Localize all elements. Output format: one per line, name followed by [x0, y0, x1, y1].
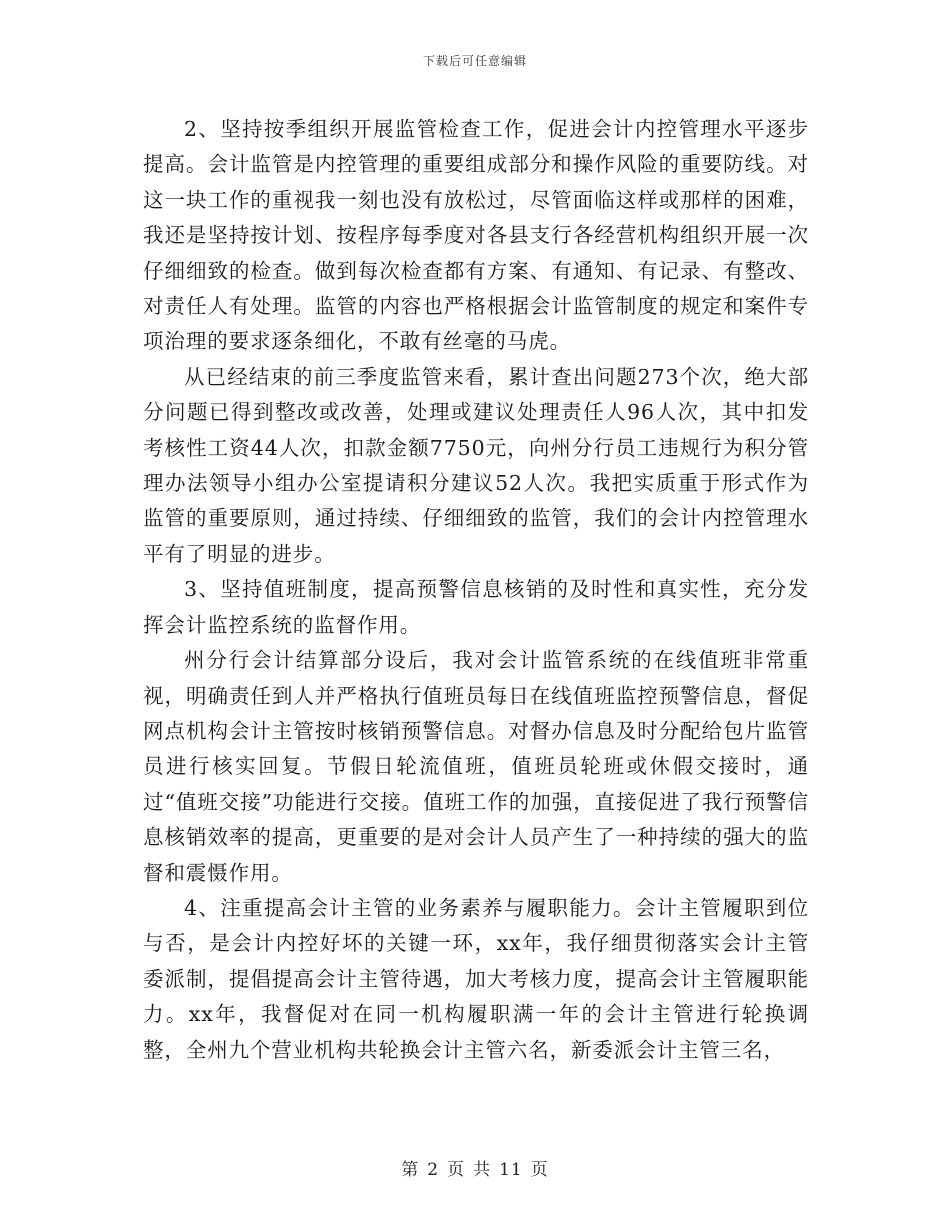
footer-page-mid: 页 — [447, 1160, 466, 1180]
paragraph: 3、坚持值班制度，提高预警信息核销的及时性和真实性，充分发挥会计监控系统的监督作用。 — [143, 577, 809, 637]
paragraph: 从已经结束的前三季度监管来看，累计查出问题273个次，绝大部分问题已得到整改或改善，处理或建议处理责任人96人次，其中扣发考核性工资44人次，扣款金额7750元，向州分行员工违规行为积分管理办法领导小组办公室提请积分建议52人次。我把实质重于形式作为监管的重要原则，通过持续、仔细细致的监管，我们的会计内控管理水平有了明显的进步。 — [143, 364, 809, 566]
footer-page-suffix: 页 — [530, 1160, 549, 1180]
paragraph: 2、坚持按季组织开展监管检查工作，促进会计内控管理水平逐步提高。会计监管是内控管理的重要组成部分和操作风险的重要防线。对这一块工作的重视我一刻也没有放松过，尽管面临这样或那样的困难，我还是坚持按计划、按程序每季度对各县支行各经营机构组织开展一次仔细细致的检查。做到每次检查都有方案、有通知、有记录、有整改、对责任人有处理。监管的内容也严格根据会计监管制度的规定和案件专项治理的要求逐条细化，不敢有丝毫的马虎。 — [143, 117, 809, 354]
page-footer — [0, 1155, 950, 1180]
paragraph: 州分行会计结算部分设后，我对会计监管系统的在线值班非常重视，明确责任到人并严格执行值班员每日在线值班监控预警信息，督促网点机构会计主管按时核销预警信息。对督办信息及时分配给包片监管员进行核实回复。节假日轮流值班，值班员轮班或休假交接时，通过“值班交接”功能进行交接。值班工作的加强，直接促进了我行预警信息核销效率的提高，更重要的是对会计人员产生了一种持续的强大的监督和震慑作用。 — [143, 648, 809, 885]
document-body — [143, 112, 809, 1068]
footer-page-prefix: 第 — [401, 1160, 420, 1180]
footer-total-prefix: 共 — [473, 1160, 492, 1180]
footer-total-pages: 11 — [499, 1160, 523, 1180]
header-note: 下载后可任意编辑 — [422, 54, 527, 68]
paragraph: 4、注重提高会计主管的业务素养与履职能力。会计主管履职到位与否，是会计内控好坏的关键一环，xx年，我仔细贯彻落实会计主管委派制，提倡提高会计主管待遇，加大考核力度，提高会计主管履职能力。xx年，我督促对在同一机构履职满一年的会计主管进行轮换调整，全州九个营业机构共轮换会计主管六名，新委派会计主管三名， — [143, 895, 809, 1062]
footer-current-page: 2 — [427, 1160, 440, 1180]
